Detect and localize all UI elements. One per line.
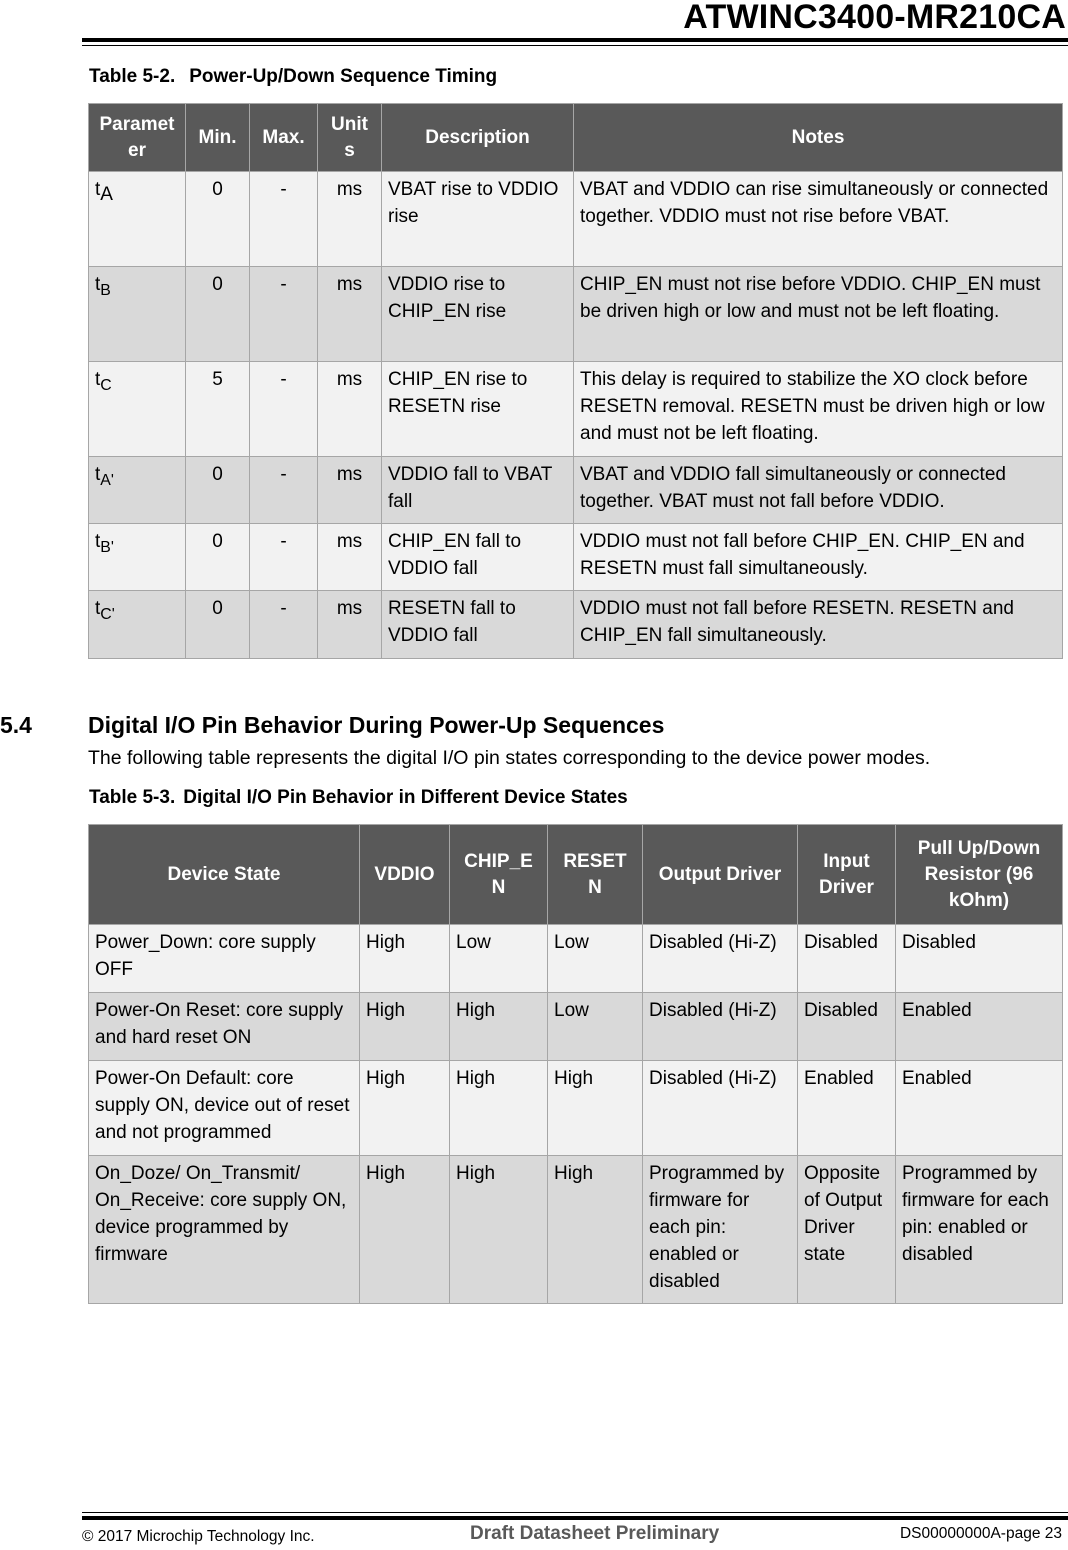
cell-min: 0: [186, 457, 250, 524]
cell-notes: CHIP_EN must not rise before VDDIO. CHIP_EN must be driven high or low and must not be left floating.: [574, 267, 1063, 362]
header-rule: [82, 38, 1068, 42]
cell-pull-resistor: Programmed by firmware for each pin: enabled or disabled: [896, 1156, 1063, 1304]
cell-max: -: [250, 267, 318, 362]
cell-units: ms: [318, 524, 382, 591]
cell-input-driver: Disabled: [798, 993, 896, 1061]
table-5-2-caption-number: Table 5-2.: [89, 66, 176, 87]
table-row: [89, 524, 1063, 591]
cell-notes: VBAT and VDDIO fall simultaneously or connected together. VBAT must not fall before VDDIO.: [574, 457, 1063, 524]
cell-input-driver: Opposite of Output Driver state: [798, 1156, 896, 1304]
table-5-3-caption-title: Digital I/O Pin Behavior in Different Device States: [183, 787, 628, 808]
cell-resetn: High: [548, 1156, 643, 1304]
section-intro: The following table represents the digital I/O pin states corresponding to the device power modes.: [88, 747, 931, 769]
footer-status: Draft Datasheet Preliminary: [470, 1523, 720, 1544]
cell-chip-en: High: [450, 1156, 548, 1304]
cell-output-driver: Disabled (Hi-Z): [643, 1061, 798, 1156]
cell-pull-resistor: Enabled: [896, 1061, 1063, 1156]
cell-output-driver: Disabled (Hi-Z): [643, 993, 798, 1061]
cell-input-driver: Enabled: [798, 1061, 896, 1156]
cell-parameter: $t_A$: [89, 172, 186, 267]
table-5-2-caption: [89, 66, 497, 88]
cell-chip-en: High: [450, 993, 548, 1061]
table-header-row: [89, 825, 1063, 925]
header-vddio: VDDIO: [360, 825, 450, 925]
cell-min: 0: [186, 524, 250, 591]
header-max: Max.: [250, 104, 318, 172]
header-rule-thin: [82, 45, 1068, 46]
section-heading: [0, 712, 664, 739]
cell-vddio: High: [360, 1156, 450, 1304]
cell-notes: This delay is required to stabilize the XO clock before RESETN removal. RESETN must be driven high or low and must not be left floating.: [574, 362, 1063, 457]
cell-min: 0: [186, 267, 250, 362]
header-units: Unit s: [318, 104, 382, 172]
cell-min: 0: [186, 591, 250, 659]
table-row: [89, 1156, 1063, 1304]
cell-notes: VDDIO must not fall before RESETN. RESETN and CHIP_EN fall simultaneously.: [574, 591, 1063, 659]
cell-device-state: Power_Down: core supply OFF: [89, 925, 360, 993]
header-output-driver: Output Driver: [643, 825, 798, 925]
footer-copyright: © 2017 Microchip Technology Inc.: [82, 1528, 315, 1545]
header-chip-en: CHIP_E N: [450, 825, 548, 925]
cell-units: ms: [318, 172, 382, 267]
cell-pull-resistor: Enabled: [896, 993, 1063, 1061]
cell-vddio: High: [360, 925, 450, 993]
cell-resetn: Low: [548, 993, 643, 1061]
cell-parameter: $t_{A'}$: [89, 457, 186, 524]
header-pull-resistor: Pull Up/Down Resistor (96 kOhm): [896, 825, 1063, 925]
cell-vddio: High: [360, 993, 450, 1061]
cell-device-state: Power-On Default: core supply ON, device out of reset and not programmed: [89, 1061, 360, 1156]
cell-description: RESETN fall to VDDIO fall: [382, 591, 574, 659]
cell-description: VDDIO rise to CHIP_EN rise: [382, 267, 574, 362]
table-5-3-caption: [89, 787, 628, 809]
cell-units: ms: [318, 267, 382, 362]
table-5-3-caption-number: Table 5-3.: [89, 787, 176, 808]
document-title: ATWINC3400-MR210CA: [683, 0, 1066, 36]
cell-units: ms: [318, 591, 382, 659]
cell-min: 5: [186, 362, 250, 457]
section-number: 5.4: [0, 712, 32, 738]
section-title: Digital I/O Pin Behavior During Power-Up Sequences: [88, 712, 665, 738]
cell-description: VDDIO fall to VBAT fall: [382, 457, 574, 524]
cell-notes: VBAT and VDDIO can rise simultaneously or connected together. VDDIO must not rise before VBAT.: [574, 172, 1063, 267]
cell-parameter: $t_{B'}$: [89, 524, 186, 591]
header-min: Min.: [186, 104, 250, 172]
cell-parameter: $t_{C'}$: [89, 591, 186, 659]
table-5-2-caption-title: Power-Up/Down Sequence Timing: [189, 66, 498, 87]
cell-description: CHIP_EN fall to VDDIO fall: [382, 524, 574, 591]
table-row: [89, 925, 1063, 993]
cell-output-driver: Programmed by firmware for each pin: enabled or disabled: [643, 1156, 798, 1304]
cell-resetn: Low: [548, 925, 643, 993]
cell-units: ms: [318, 362, 382, 457]
cell-max: -: [250, 524, 318, 591]
cell-resetn: High: [548, 1061, 643, 1156]
table-row: [89, 267, 1063, 362]
cell-min: 0: [186, 172, 250, 267]
cell-output-driver: Disabled (Hi-Z): [643, 925, 798, 993]
footer-rule-thin: [82, 1512, 1068, 1513]
header-resetn: RESET N: [548, 825, 643, 925]
cell-max: -: [250, 172, 318, 267]
cell-parameter: $t_C$: [89, 362, 186, 457]
table-header-row: [89, 104, 1063, 172]
cell-chip-en: High: [450, 1061, 548, 1156]
cell-max: -: [250, 457, 318, 524]
table-row: [89, 172, 1063, 267]
cell-notes: VDDIO must not fall before CHIP_EN. CHIP_EN and RESETN must fall simultaneously.: [574, 524, 1063, 591]
cell-units: ms: [318, 457, 382, 524]
footer-page-ref: DS00000000A-page 23: [899, 1525, 1062, 1542]
cell-input-driver: Disabled: [798, 925, 896, 993]
cell-vddio: High: [360, 1061, 450, 1156]
cell-description: VBAT rise to VDDIO rise: [382, 172, 574, 267]
cell-pull-resistor: Disabled: [896, 925, 1063, 993]
header-input-driver: Input Driver: [798, 825, 896, 925]
footer-rule: [82, 1516, 1068, 1520]
cell-max: -: [250, 591, 318, 659]
header-notes: Notes: [574, 104, 1063, 172]
header-parameter: Paramet er: [89, 104, 186, 172]
header-device-state: Device State: [89, 825, 360, 925]
table-row: [89, 362, 1063, 457]
digital-io-pin-behavior-table: [88, 824, 1063, 1304]
cell-device-state: Power-On Reset: core supply and hard reset ON: [89, 993, 360, 1061]
power-sequence-timing-table: [88, 103, 1063, 659]
table-row: [89, 591, 1063, 659]
table-row: [89, 457, 1063, 524]
cell-parameter: $t_B$: [89, 267, 186, 362]
table-row: [89, 1061, 1063, 1156]
cell-device-state: On_Doze/ On_Transmit/ On_Receive: core supply ON, device programmed by firmware: [89, 1156, 360, 1304]
cell-chip-en: Low: [450, 925, 548, 993]
cell-max: -: [250, 362, 318, 457]
header-description: Description: [382, 104, 574, 172]
cell-description: CHIP_EN rise to RESETN rise: [382, 362, 574, 457]
table-row: [89, 993, 1063, 1061]
